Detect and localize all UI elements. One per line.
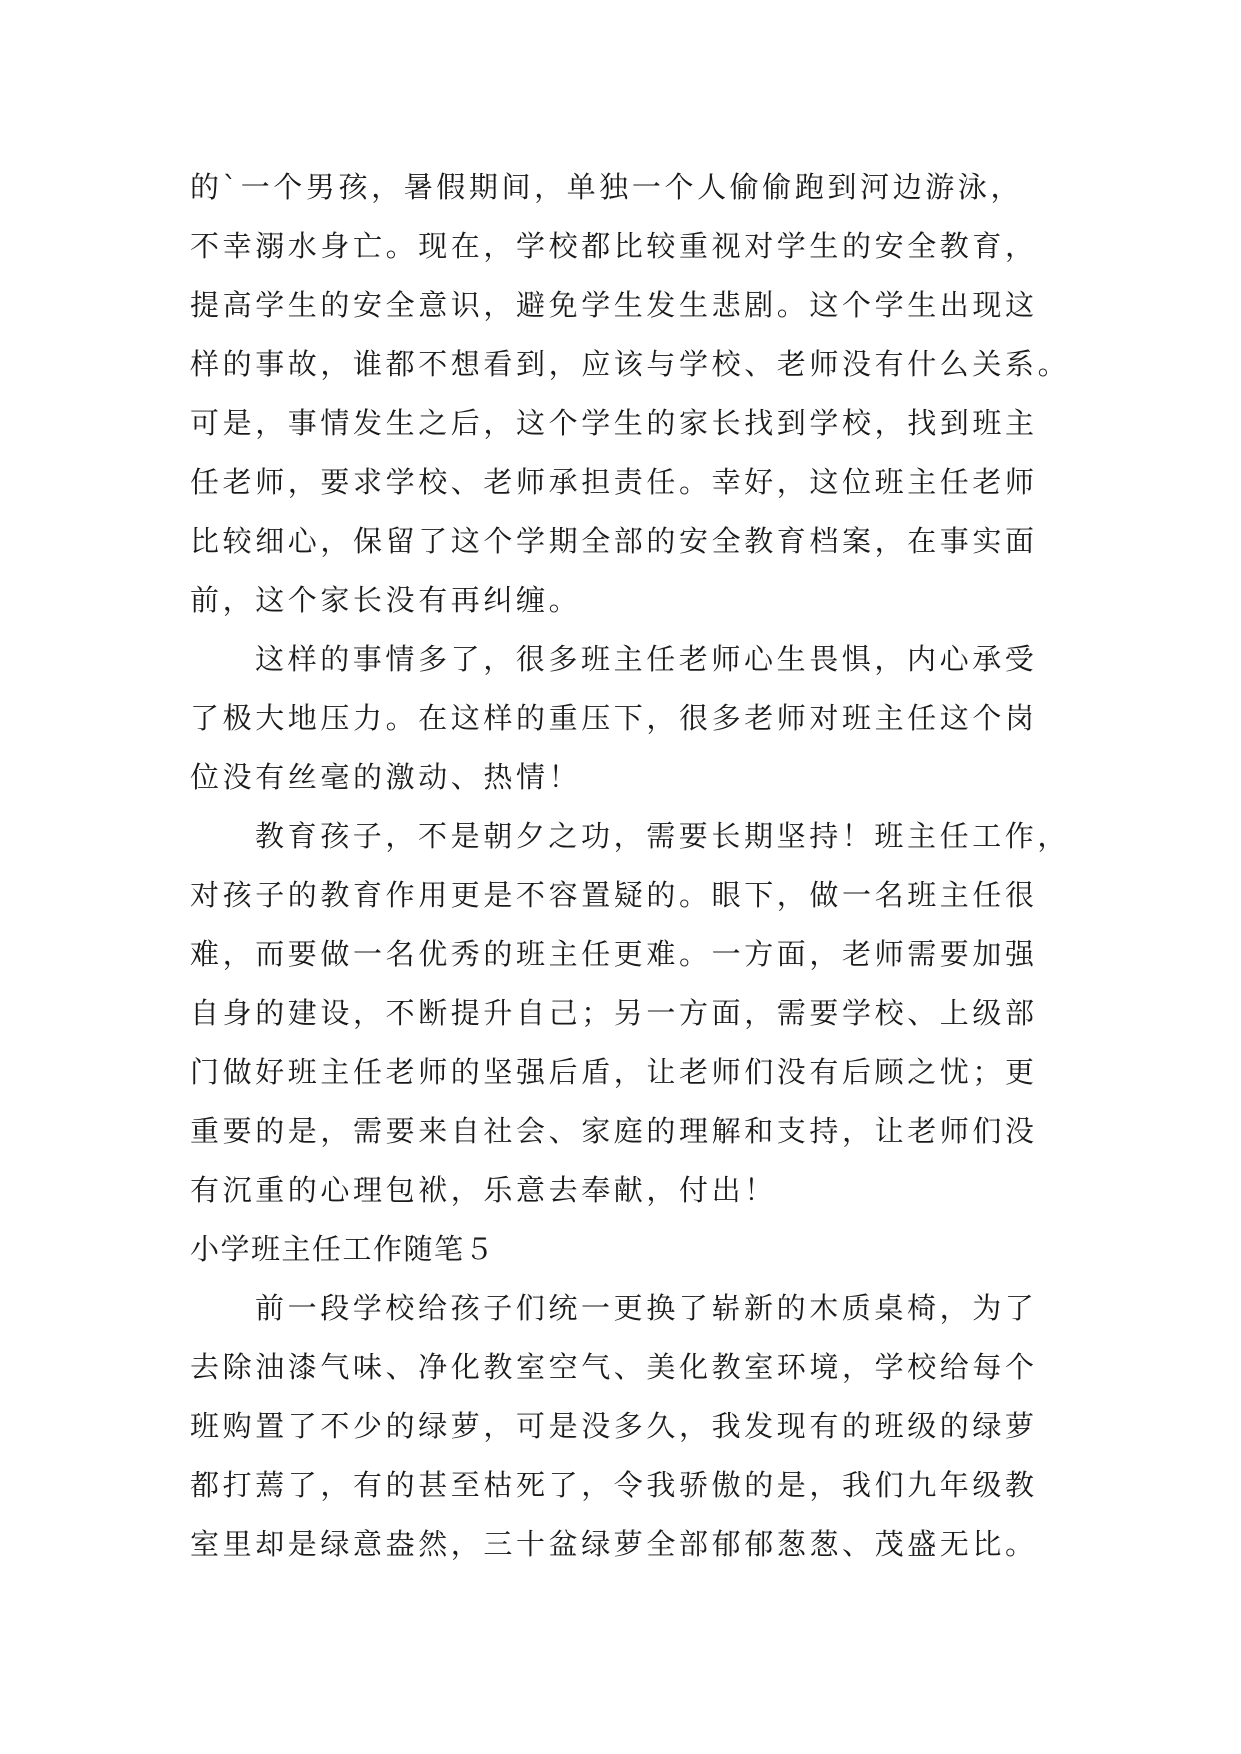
text-line: 了极大地压力。在这样的重压下，很多老师对班主任这个岗: [190, 701, 1038, 735]
paragraph-start-line: 教育孩子，不是朝夕之功，需要长期坚持！班主任工作，: [255, 819, 1071, 853]
text-line: 都打蔫了，有的甚至枯死了，令我骄傲的是，我们九年级教: [190, 1468, 1038, 1502]
paragraph-start-line: 前一段学校给孩子们统一更换了崭新的木质桌椅，为了: [255, 1291, 1038, 1325]
text-line: 前，这个家长没有再纠缠。: [190, 583, 582, 617]
text-line: 门做好班主任老师的坚强后盾，让老师们没有后顾之忧；更: [190, 1055, 1038, 1089]
text-line: 自身的建设，不断提升自己；另一方面，需要学校、上级部: [190, 996, 1038, 1030]
text-line: 有沉重的心理包袱，乐意去奉献，付出！: [190, 1173, 777, 1207]
paragraph-start-line: 这样的事情多了，很多班主任老师心生畏惧，内心承受: [255, 642, 1038, 676]
text-line: 去除油漆气味、净化教室空气、美化教室环境，学校给每个: [190, 1350, 1038, 1384]
text-line: 对孩子的教育作用更是不容置疑的。眼下，做一名班主任很: [190, 878, 1038, 912]
text-line: 任老师，要求学校、老师承担责任。幸好，这位班主任老师: [190, 465, 1038, 499]
section-heading: 小学班主任工作随笔５: [190, 1232, 496, 1266]
text-line: 不幸溺水身亡。现在，学校都比较重视对学生的安全教育，: [190, 229, 1038, 263]
text-line: 比较细心，保留了这个学期全部的安全教育档案，在事实面: [190, 524, 1038, 558]
text-line: 可是，事情发生之后，这个学生的家长找到学校，找到班主: [190, 406, 1038, 440]
text-line: 难，而要做一名优秀的班主任更难。一方面，老师需要加强: [190, 937, 1038, 971]
text-line: 班购置了不少的绿萝，可是没多久，我发现有的班级的绿萝: [190, 1409, 1038, 1443]
text-line: 位没有丝毫的激动、热情！: [190, 760, 582, 794]
text-line: 重要的是，需要来自社会、家庭的理解和支持，让老师们没: [190, 1114, 1038, 1148]
text-line: 的`一个男孩，暑假期间，单独一个人偷偷跑到河边游泳，: [190, 170, 1024, 204]
text-line: 样的事故，谁都不想看到，应该与学校、老师没有什么关系。: [190, 347, 1071, 381]
document-body: [190, 158, 1070, 1574]
text-line: 室里却是绿意盎然，三十盆绿萝全部郁郁葱葱、茂盛无比。: [190, 1527, 1038, 1561]
text-line: 提高学生的安全意识，避免学生发生悲剧。这个学生出现这: [190, 288, 1038, 322]
